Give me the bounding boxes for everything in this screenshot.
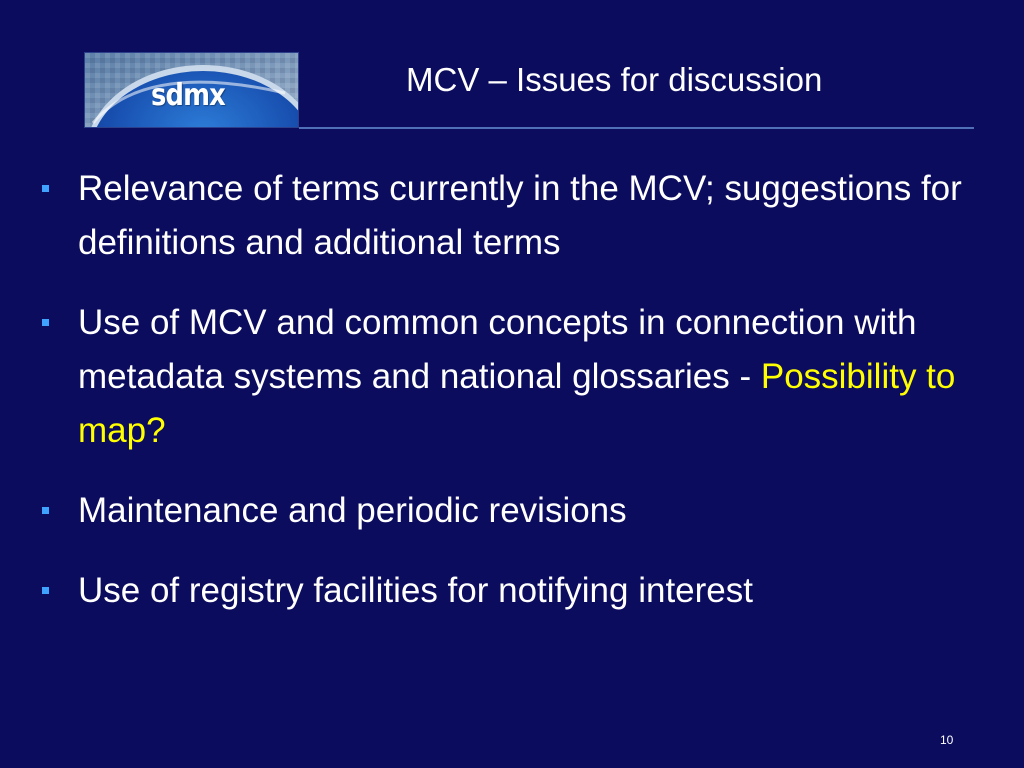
bullet-text: Relevance of terms currently in the MCV; suggestions for definitions and additional terms bbox=[78, 169, 962, 262]
bullet-text: Maintenance and periodic revisions bbox=[78, 491, 627, 530]
sdmx-logo bbox=[84, 52, 299, 128]
bullet-item bbox=[40, 564, 1000, 618]
bullet-square-icon bbox=[42, 507, 49, 514]
bullet-square-icon bbox=[42, 185, 49, 192]
page-number: 10 bbox=[940, 733, 954, 747]
bullet-item bbox=[40, 162, 1000, 270]
bullet-square-icon bbox=[42, 587, 49, 594]
bullet-text: Use of registry facilities for notifying interest bbox=[78, 571, 753, 610]
title-divider bbox=[299, 127, 974, 129]
bullet-highlight-text: Possibility to map? bbox=[78, 357, 956, 450]
bullet-list bbox=[40, 162, 1000, 644]
bullet-item bbox=[40, 484, 1000, 538]
bullet-item bbox=[40, 296, 1000, 458]
slide-title: MCV – Issues for discussion bbox=[406, 61, 823, 98]
bullet-text: Use of MCV and common concepts in connection with metadata systems and national glossaries - bbox=[78, 303, 917, 396]
logo-text: sdmx bbox=[151, 78, 225, 113]
bullet-square-icon bbox=[42, 319, 49, 326]
